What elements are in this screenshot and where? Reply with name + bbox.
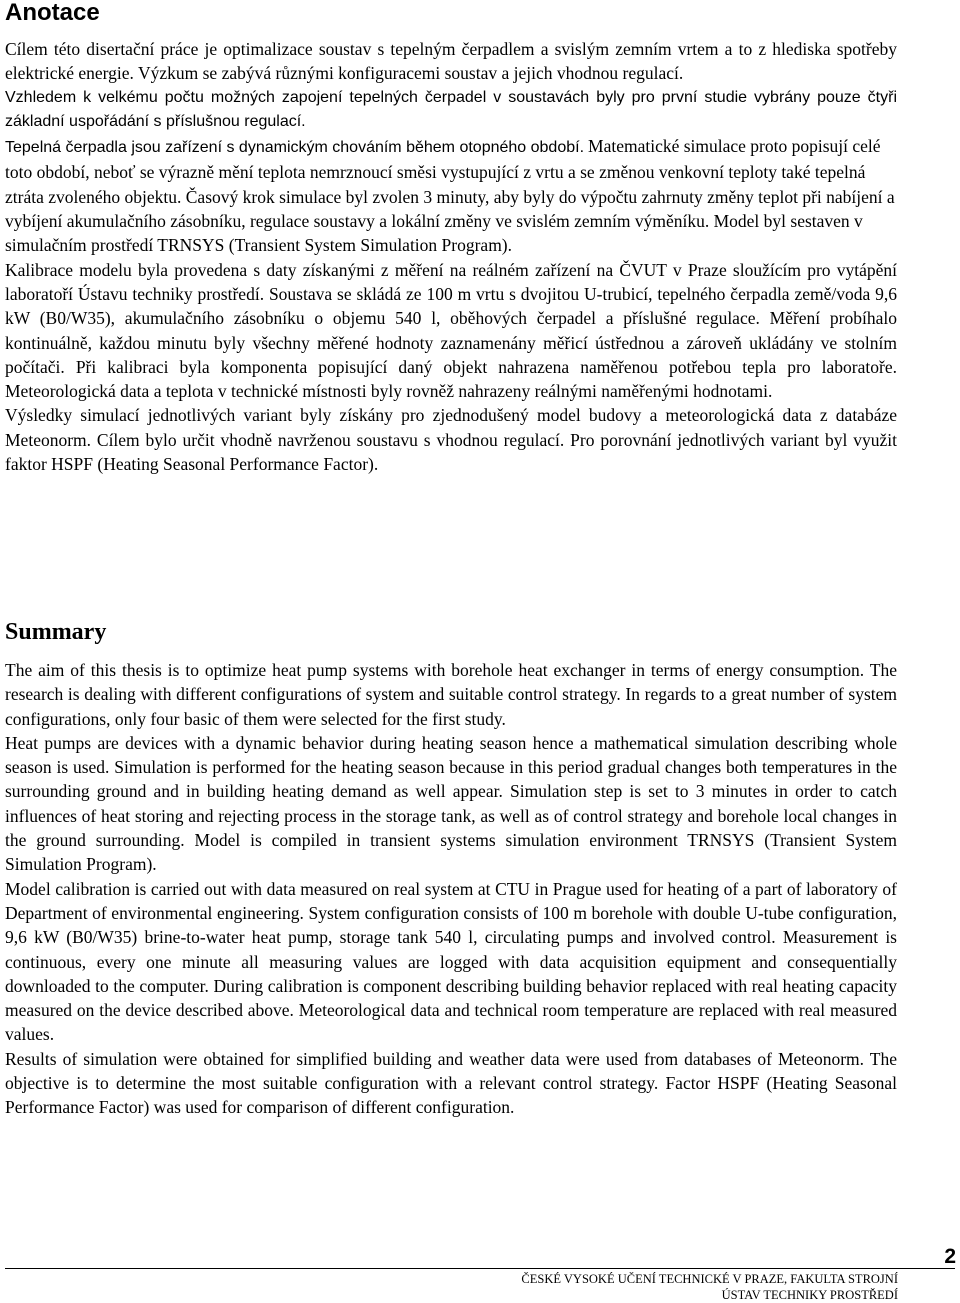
- footer-divider: [5, 1268, 955, 1269]
- summary-paragraph-4: Results of simulation were obtained for simplified building and weather data were used from databases of Meteonorm. The objective is to determine the most suitable configuration with a relevant control strategy. Factor HSPF (Heating Seasonal Performance Factor) was used for comparison of different configuration.: [5, 1048, 897, 1118]
- anotace-heading: Anotace: [5, 0, 100, 26]
- summary-body: [5, 658, 897, 1120]
- footer: [521, 1271, 898, 1303]
- summary-paragraph-2: Heat pumps are devices with a dynamic behavior during heating season hence a mathematical simulation describing whole season is used. Simulation is performed for the heating season because in this period gradual changes both temperatures in the surrounding ground and in building heating demand as well appear. Simulation step is set to 3 minutes in order to catch influences of heat storing and rejecting process in the storage tank, as well as of control strategy and borehole local changes in the ground surrounding. Model is compiled in transient systems simulation environment TRNSYS (Transient System Simulation Program).: [5, 732, 897, 875]
- anotace-paragraph-4: Matematické simulace proto popisují celé toto období, neboť se výrazně mění teplota nemrznoucí směsi vystupující z vrtu a se změnou venkovní teploty také tepelná ztráta zvoleného objektu. Časový krok simulace byl zvolen 3 minuty, aby byly do výpočtu zahrnuty změny teplot při nabíjení a vybíjení akumulačního zásobníku, regulace soustavy a lokální změny ve svislém zemním výměníku. Model byl sestaven v simulačním prostředí TRNSYS (Transient System Simulation Program).: [5, 136, 895, 256]
- anotace-paragraph-1: Cílem této disertační práce je optimalizace soustav s tepelným čerpadlem a svislým zemním vrtem a to z hlediska spotřeby elektrické energie. Výzkum se zabývá různými konfiguracemi soustav a jejich vhodnou regulací.: [5, 39, 897, 84]
- anotace-paragraph-2: Vzhledem k velkému počtu možných zapojení tepelných čerpadel v soustavách byly pro první studie vybrány pouze čtyři základní uspořádání s příslušnou regulací.: [5, 88, 897, 130]
- summary-paragraph-1: The aim of this thesis is to optimize heat pump systems with borehole heat exchanger in terms of energy consumption. The research is dealing with different configurations of system and suitable control strategy. In regards to a great number of system configurations, only four basic of them were selected for the first study.: [5, 660, 897, 729]
- summary-heading: Summary: [5, 619, 107, 645]
- footer-university: ČESKÉ VYSOKÉ UČENÍ TECHNICKÉ V PRAZE, FAKULTA STROJNÍ: [521, 1272, 898, 1286]
- anotace-body: [5, 37, 897, 476]
- footer-department: ÚSTAV TECHNIKY PROSTŘEDÍ: [721, 1288, 898, 1302]
- summary-paragraph-3: Model calibration is carried out with data measured on real system at CTU in Prague used for heating of a part of laboratory of Department of environmental engineering. System configuration consists of 100 m borehole with double U-tube configuration, 9,6 kW (B0/W35) brine-to-water heat pump, storage tank 540 l, circulating pumps and involved control. Measurement is continuous, every one minute all measuring values are logged with data acquisition equipment and consequentially downloaded to the computer. During calibration is component describing building behavior replaced with real heating capacity measured on the device described above. Meteorological data and technical room temperature are replaced with real measured values.: [5, 878, 897, 1045]
- anotace-paragraph-6: Výsledky simulací jednotlivých variant byly získány pro zjednodušený model budovy a meteorologická data z databáze Meteonorm. Cílem bylo určit vhodně navrženou soustavu s vhodnou regulací. Pro porovnání jednotlivých variant byl využit faktor HSPF (Heating Seasonal Performance Factor).: [5, 405, 897, 475]
- page-number: 2: [944, 1245, 956, 1268]
- anotace-paragraph-3: Tepelná čerpadla jsou zařízení s dynamickým chováním během otopného období.: [5, 139, 585, 157]
- anotace-paragraph-5: Kalibrace modelu byla provedena s daty získanými z měření na reálném zařízení na ČVUT v Praze sloužícím pro vytápění laboratoří Ústavu techniky prostředí. Soustava se skládá ze 100 m vrtu s dvojitou U-trubicí, tepelného čerpadla země/voda 9,6 kW (B0/W35), akumulačního zásobníku o objemu 540 l, oběhových čerpadel a příslušné regulace. Měření probíhalo kontinuálně, každou minutu byly všechny měřené hodnoty zaznamenány měřicí ústřednou a zároveň ukládány ve stolním počítači. Při kalibraci byla komponenta popisující daný objekt nahrazena naměřenou potřebou tepla pro laboratoře. Meteorologická data a teplota v technické místnosti byly rovněž nahrazeny reálnými naměřenými hodnotami.: [5, 259, 897, 402]
